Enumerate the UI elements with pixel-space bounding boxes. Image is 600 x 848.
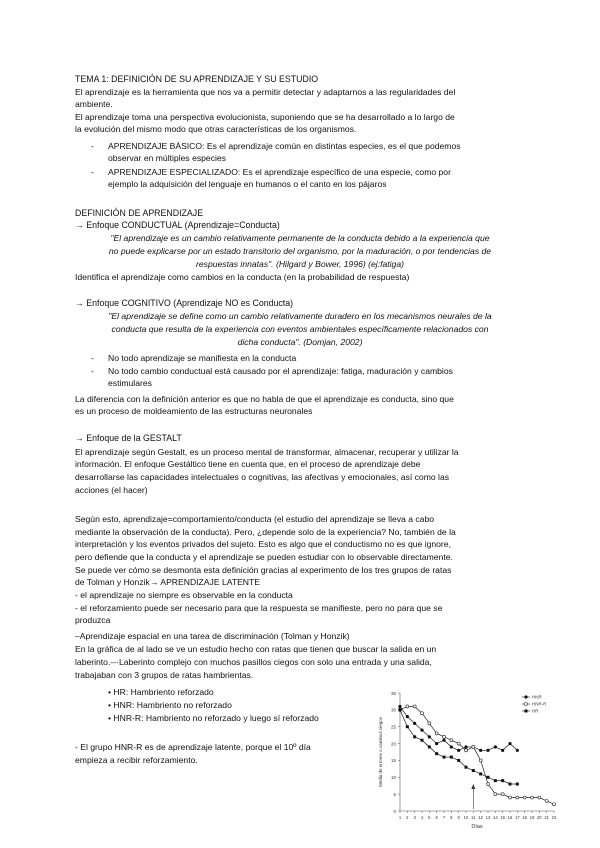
x-tick-label: 18 (522, 815, 528, 820)
data-point-hnr-r (406, 705, 409, 708)
quote-line: "El aprendizaje se define como un cambio relativamente duradero en los mecanismos neurales de la (108, 311, 492, 321)
data-point-hnr (450, 745, 453, 748)
body-line: información. El enfoque Gestáltico tiene en cuenta que, en el proceso de aprendizaje debe (75, 459, 421, 469)
x-tick-label: 14 (492, 815, 498, 820)
y-tick-label: 20 (390, 741, 396, 747)
data-point-hnr (479, 749, 482, 752)
legend-label: HNR-R (532, 701, 547, 707)
data-point-hnr (435, 742, 438, 745)
y-tick-label: 0 (393, 808, 396, 814)
data-point-hr (494, 779, 497, 782)
data-point-hnr-r (465, 749, 468, 752)
group-item: • HNR: Hambriento no reforzado (108, 699, 232, 711)
x-tick-label: 16 (507, 815, 513, 820)
quote-line: "El aprendizaje es un cambio relativamente permanente de la conducta debido a la experiencia que (110, 233, 490, 243)
body-line: En la gráfica de al lado se ve un estudio hecho con ratas que tienen que buscar la salida en un (75, 644, 437, 654)
data-point-hnr-r (501, 793, 504, 796)
quote-line: respuestas innatas". (Hilgard y Bower, 1996) (ej:fatiga) (196, 259, 404, 269)
data-point-hnr-r (428, 722, 431, 725)
data-point-hr (399, 708, 402, 711)
data-point-hr (421, 739, 424, 742)
data-point-hr (479, 772, 482, 775)
x-tick-label: 3 (413, 815, 416, 820)
body-line: produzca (75, 615, 111, 625)
x-tick-label: 21 (544, 815, 550, 820)
intro-line: El aprendizaje es la herramienta que nos va a permitir detectar y adaptarnos a las regularidades del (75, 87, 456, 97)
x-tick-label: 22 (551, 815, 557, 820)
data-point-hr (509, 783, 512, 786)
data-point-hnr-r (545, 799, 548, 802)
data-point-hnr (442, 739, 445, 742)
data-point-hr (406, 725, 409, 728)
data-point-hnr (486, 749, 489, 752)
data-point-hnr (516, 749, 519, 752)
document-page: TEMA 1: DEFINICIÓN DE SU APRENDIZAJE Y SU ESTUDIO El aprendizaje es la herramienta que nos va a permitir detectar y adaptarnos a las regularidades del ambiente. El aprendizaje toma una perspectiva evolucionista, suponiendo que se ha desarrollado a lo largo de la evolución del mismo modo que otras características de los organismos. - APRENDIZAJE BÁSICO: Es el aprendizaje común en distintas especies, es el que podemos observar en múltiples especies - APRENDIZAJE ESPECIALIZADO: Es el aprendizaje específico de una especie, como por ejemplo la adquisición del lenguaje en humanos o el canto en los pájaros DEFINICIÓN DE APRENDIZAJE → Enfoque CONDUCTUAL (Aprendizaje=Conducta) "El aprendizaje es un cambio relativamente permanente de la conducta debido a la experiencia que no puede explicarse por un estado transitorio del organismo, por la maduración, o por tendencias de respuestas innatas". (Hilgard y Bower, 1996) (ej:fatiga) Identifica el aprendizaje como cambios en la conducta (en la probabilidad de respuesta) → Enfoque COGNITIVO (Aprendizaje NO es Conducta) "El aprendizaje se define como un cambio relativamente duradero en los mecanismos neurales de la conducta que resulta de la experiencia con eventos ambientales específicamente relacionados con dicha conducta". (Domjan, 2002) - No todo aprendizaje se manifiesta en la conducta - No todo cambio conductual está causado por el aprendizaje: fatiga, maduración y cambios estimulares La diferencia con la definición anterior es que no habla de que el aprendizaje es conducta, sino que es un proceso de moldeamiento de las estructuras neuronales → Enfoque de la GESTALT El aprendizaje según Gestalt, es un proceso mental de transformar, almacenar, recuperar y utilizar la información. El enfoque Gestáltico tiene en cuenta que, en el proceso de aprendizaje debe desarrollarse las capacidades intelectuales o cognitivas, las afectivas y emocionales, así como las acciones (el hacer) Según esto, aprendizaje=comportamiento/conducta (el estudio del aprendizaje se lleva a cabo mediante la observación de la conducta). Pero, ¿depende solo de la experiencia? No, también de la interpretación y los eventos privados del sujeto. Esto es algo que el conductismo no es que ignore, pero defiende que la conducta y el aprendizaje se pueden estudiar con lo observable directamente. Se puede ver cómo se desmonta esta definición gracias al experimento de los tres grupos de ratas de Tolman y Honzik→ APRENDIZAJE LATENTE - el aprendizaje no siempre es observable en la conducta - el reforzamiento puede ser necesario para que la respuesta se manifieste, pero no para que se produzca –Aprendizaje espacial en una tarea de discriminación (Tolman y Honzik) En la gráfica de al lado se ve un estudio hecho con ratas que tienen que buscar la salida en un laberinto.--·Laberinto complejo con muchos pasillos ciegos con solo una entrada y una salida, trabajaban con 3 grupos de ratas hambrientas. • HR: Hambriento reforzado • HNR: Hambriento no reforzado • HNR-R: Hambriento no reforzado y luego sí reforzado - El grupo HNR-R es de aprendizaje latente, porque el 10º día empieza a recibir reforzamiento. 0 5 10 15 20 25 30 35 1 2 3 4 5 6 7 8 9 10 11 12 13 14 15 16 17 18 19 20 21 22 Días Media de errores o caminos ciegos HNR HNR-R HR (0, 0, 600, 848)
data-point-hnr-r (435, 732, 438, 735)
reinforcement-arrow-head (471, 784, 475, 789)
body-line: –Aprendizaje espacial en una tarea de discriminación (Tolman y Honzik) (75, 631, 350, 641)
data-point-hr (443, 756, 446, 759)
note-line: Identifica el aprendizaje como cambios en la conducta (en la probabilidad de respuesta) (75, 272, 410, 282)
y-axis-label: Media de errores o caminos ciegos (378, 716, 383, 788)
data-point-hnr (501, 749, 504, 752)
y-tick-label: 15 (390, 758, 396, 764)
x-tick-label: 4 (420, 815, 424, 820)
section-heading: DEFINICIÓN DE APRENDIZAJE (75, 208, 204, 218)
group-item: • HNR-R: Hambriento no reforzado y luego sí reforzado (108, 712, 319, 724)
body-line: trabajaban con 3 grupos de ratas hambrientas. (75, 670, 254, 680)
data-point-hr (435, 752, 438, 755)
data-point-hr (472, 769, 475, 772)
section-heading: → Enfoque de la GESTALT (75, 433, 182, 443)
data-point-hr (501, 779, 504, 782)
y-tick-label: 35 (390, 690, 396, 696)
bullet-item: estimulares (108, 378, 152, 388)
conclusion-line: - El grupo HNR-R es de aprendizaje latente, porque el 10º día (75, 742, 311, 752)
y-tick-label: 30 (390, 707, 396, 713)
body-line: Se puede ver cómo se desmonta esta definición gracias al experimento de los tres grupos de ratas (75, 565, 452, 575)
data-point-hnr (420, 728, 423, 731)
data-point-hnr-r (479, 759, 482, 762)
data-point-hr (465, 766, 468, 769)
x-tick-label: 8 (450, 815, 453, 820)
data-point-hnr (464, 745, 467, 748)
page-title: TEMA 1: DEFINICIÓN DE SU APRENDIZAJE Y SU ESTUDIO (75, 74, 319, 84)
body-line: - el reforzamiento puede ser necesario para que la respuesta se manifieste, pero no para que se (75, 603, 443, 613)
data-point-hnr (398, 705, 401, 708)
x-tick-label: 19 (529, 815, 535, 820)
x-tick-label: 10 (463, 815, 469, 820)
quote-line: conducta que resulta de la experiencia con eventos ambientales específicamente relacionados con (111, 324, 489, 334)
body-line: de Tolman y Honzik→ APRENDIZAJE LATENTE (75, 577, 260, 587)
conclusion-line: empieza a recibir reforzamiento. (75, 755, 198, 765)
x-tick-label: 12 (478, 815, 484, 820)
y-tick-label: 5 (393, 791, 396, 797)
type-item: APRENDIZAJE ESPECIALIZADO: Es el aprendizaje específico de una especie, como por (108, 167, 451, 177)
x-tick-label: 13 (485, 815, 491, 820)
note-line: La diferencia con la definición anterior es que no habla de que el aprendizaje es conducta, sino que (75, 394, 454, 404)
x-tick-label: 5 (428, 815, 431, 820)
data-point-hnr-r (450, 739, 453, 742)
note-line: es un proceso de moldeamiento de las estructuras neuronales (75, 406, 313, 416)
section-heading: → Enfoque COGNITIVO (Aprendizaje NO es Conducta) (75, 298, 294, 308)
x-tick-label: 15 (500, 815, 506, 820)
data-point-hnr-r (457, 742, 460, 745)
data-point-hnr-r (487, 783, 490, 786)
data-point-hnr (406, 715, 409, 718)
type-item: ejemplo la adquisición del lenguaje en humanos o el canto en los pájaros (108, 179, 387, 189)
body-line: laberinto.--·Laberinto complejo con muchos pasillos ciegos con solo una entrada y una salida, (75, 657, 432, 667)
x-tick-label: 20 (536, 815, 542, 820)
body-line: mediante la observación de la conducta). Pero, ¿depende solo de la experiencia? No, también de la (75, 527, 456, 537)
quote-line: no puede explicarse por un estado transitorio del organismo, por la maduración, o por tendencias de (108, 246, 492, 256)
data-point-hnr (494, 745, 497, 748)
series-line-hnr-r (400, 706, 554, 804)
body-line: El aprendizaje según Gestalt, es un proceso mental de transformar, almacenar, recuperar y utilizar la (75, 447, 459, 457)
legend-marker (524, 695, 527, 698)
legend-label: HR (532, 708, 539, 714)
data-point-hnr-r (516, 796, 519, 799)
bullet-item: No todo cambio conductual está causado por el aprendizaje: fatiga, maduración y cambios (108, 366, 453, 376)
data-point-hnr-r (494, 793, 497, 796)
body-line: - el aprendizaje no siempre es observable en la conducta (75, 590, 293, 600)
latent-learning-chart (372, 683, 560, 833)
series-line-hr (400, 710, 517, 784)
data-point-hr (428, 745, 431, 748)
body-line: acciones (el hacer) (75, 485, 148, 495)
y-tick-label: 25 (390, 724, 396, 730)
group-item: • HR: Hambriento reforzado (108, 686, 214, 698)
data-point-hr (487, 776, 490, 779)
data-point-hr (516, 783, 519, 786)
data-point-hnr-r (538, 796, 541, 799)
body-line: Según esto, aprendizaje=comportamiento/conducta (el estudio del aprendizaje se lleva a cabo (75, 514, 435, 524)
legend-marker (525, 710, 528, 713)
data-point-hnr-r (523, 796, 526, 799)
data-point-hr (450, 756, 453, 759)
data-point-hr (457, 759, 460, 762)
body-line: interpretación y los eventos privados del sujeto. Esto es algo que el conductismo no es que ignore, (75, 539, 451, 549)
type-item: observar en múltiples especies (108, 153, 226, 163)
y-tick-label: 10 (390, 775, 396, 781)
data-point-hnr-r (472, 745, 475, 748)
body-line: desarrollarse las capacidades intelectuales o cognitivas, las afectivas y emocionales, así como las (75, 472, 450, 482)
x-tick-label: 11 (471, 815, 476, 820)
x-tick-label: 2 (406, 815, 409, 820)
data-point-hnr-r (531, 796, 534, 799)
legend-label: HNR (532, 694, 542, 700)
x-tick-label: 1 (398, 815, 402, 820)
body-line: pero defiende que la conducta y el aprendizaje se pueden estudiar con lo observable directamente. (75, 552, 453, 562)
data-point-hnr-r (553, 803, 556, 806)
data-point-hnr-r (509, 796, 512, 799)
legend-marker (525, 703, 528, 706)
data-point-hnr (457, 749, 460, 752)
type-item: APRENDIZAJE BÁSICO: Es el aprendizaje común en distintas especies, es el que podemos (108, 141, 461, 151)
x-tick-label: 7 (442, 815, 446, 820)
data-point-hnr (428, 735, 431, 738)
data-point-hnr-r (421, 712, 424, 715)
x-tick-label: 17 (514, 815, 520, 820)
x-tick-label: 6 (435, 815, 438, 820)
quote-line: dicha conducta". (Domjan, 2002) (237, 337, 363, 347)
intro-line: la evolución del mismo modo que otras características de los organismos. (75, 124, 357, 134)
intro-line: ambiente. (75, 99, 113, 109)
data-point-hr (413, 735, 416, 738)
bullet-item: No todo aprendizaje se manifiesta en la conducta (108, 353, 297, 363)
data-point-hnr-r (443, 735, 446, 738)
section-heading: → Enfoque CONDUCTUAL (Aprendizaje=Conducta) (75, 220, 280, 230)
data-point-hnr-r (413, 705, 416, 708)
x-tick-label: 9 (457, 815, 460, 820)
intro-line: El aprendizaje toma una perspectiva evolucionista, suponiendo que se ha desarrollado a lo largo de (75, 112, 455, 122)
x-axis-label: Días (471, 824, 483, 830)
data-point-hnr (413, 722, 416, 725)
data-point-hnr (508, 742, 511, 745)
